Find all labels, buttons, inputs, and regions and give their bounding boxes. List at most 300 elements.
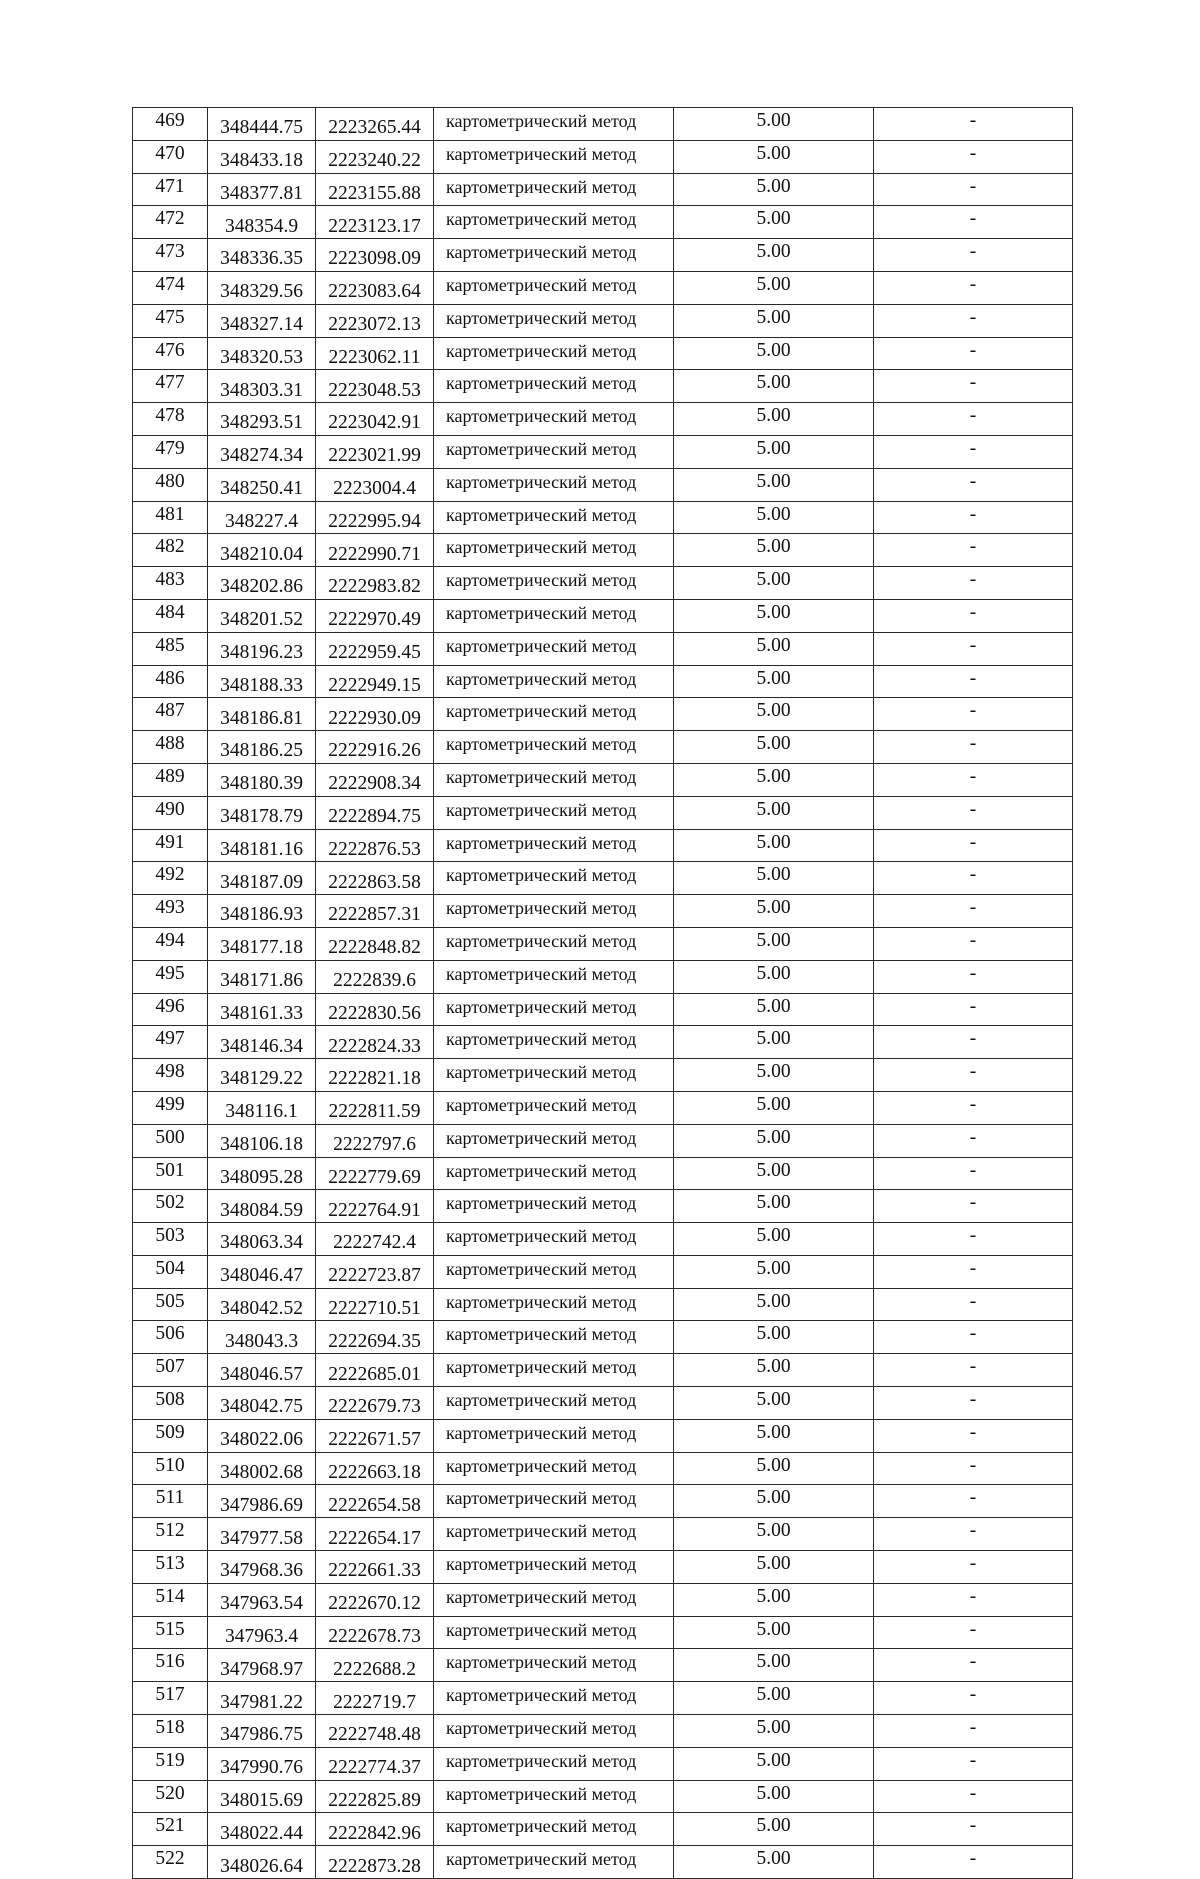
x-coordinate-cell: 347986.75 bbox=[208, 1715, 316, 1748]
accuracy-cell: 5.00 bbox=[674, 304, 874, 337]
point-number-cell: 519 bbox=[133, 1747, 208, 1780]
point-number-cell: 485 bbox=[133, 632, 208, 665]
x-coordinate-cell: 348186.81 bbox=[208, 698, 316, 731]
y-coordinate-cell: 2223062.11 bbox=[316, 337, 434, 370]
point-number-cell: 518 bbox=[133, 1715, 208, 1748]
point-number-cell: 493 bbox=[133, 895, 208, 928]
accuracy-cell: 5.00 bbox=[674, 1190, 874, 1223]
note-cell: - bbox=[874, 993, 1073, 1026]
point-number-cell: 483 bbox=[133, 567, 208, 600]
x-coordinate-cell: 347981.22 bbox=[208, 1682, 316, 1715]
accuracy-cell: 5.00 bbox=[674, 1846, 874, 1879]
point-number-cell: 517 bbox=[133, 1682, 208, 1715]
note-cell: - bbox=[874, 960, 1073, 993]
accuracy-cell: 5.00 bbox=[674, 1354, 874, 1387]
method-cell: картометрический метод bbox=[434, 1354, 674, 1387]
note-cell: - bbox=[874, 763, 1073, 796]
point-number-cell: 509 bbox=[133, 1419, 208, 1452]
table-row bbox=[133, 1551, 1073, 1584]
note-cell: - bbox=[874, 1846, 1073, 1879]
point-number-cell: 504 bbox=[133, 1255, 208, 1288]
method-cell: картометрический метод bbox=[434, 763, 674, 796]
note-cell: - bbox=[874, 829, 1073, 862]
x-coordinate-cell: 348186.93 bbox=[208, 895, 316, 928]
y-coordinate-cell: 2222970.49 bbox=[316, 599, 434, 632]
accuracy-cell: 5.00 bbox=[674, 960, 874, 993]
accuracy-cell: 5.00 bbox=[674, 140, 874, 173]
point-number-cell: 490 bbox=[133, 796, 208, 829]
table-row bbox=[133, 435, 1073, 468]
method-cell: картометрический метод bbox=[434, 567, 674, 600]
point-number-cell: 507 bbox=[133, 1354, 208, 1387]
y-coordinate-cell: 2222688.2 bbox=[316, 1649, 434, 1682]
y-coordinate-cell: 2222857.31 bbox=[316, 895, 434, 928]
table-row bbox=[133, 1780, 1073, 1813]
method-cell: картометрический метод bbox=[434, 1649, 674, 1682]
table-row bbox=[133, 468, 1073, 501]
table-row bbox=[133, 829, 1073, 862]
y-coordinate-cell: 2222876.53 bbox=[316, 829, 434, 862]
method-cell: картометрический метод bbox=[434, 1616, 674, 1649]
x-coordinate-cell: 348161.33 bbox=[208, 993, 316, 1026]
x-coordinate-cell: 348293.51 bbox=[208, 403, 316, 436]
method-cell: картометрический метод bbox=[434, 140, 674, 173]
point-number-cell: 481 bbox=[133, 501, 208, 534]
y-coordinate-cell: 2222839.6 bbox=[316, 960, 434, 993]
table-row bbox=[133, 173, 1073, 206]
table-row bbox=[133, 1813, 1073, 1846]
accuracy-cell: 5.00 bbox=[674, 567, 874, 600]
table-row bbox=[133, 206, 1073, 239]
y-coordinate-cell: 2222873.28 bbox=[316, 1846, 434, 1879]
table-row bbox=[133, 108, 1073, 141]
accuracy-cell: 5.00 bbox=[674, 1387, 874, 1420]
table-row bbox=[133, 599, 1073, 632]
x-coordinate-cell: 348180.39 bbox=[208, 763, 316, 796]
x-coordinate-cell: 348274.34 bbox=[208, 435, 316, 468]
coordinates-table bbox=[132, 107, 1073, 1879]
accuracy-cell: 5.00 bbox=[674, 370, 874, 403]
table-row bbox=[133, 1255, 1073, 1288]
note-cell: - bbox=[874, 1518, 1073, 1551]
table-row bbox=[133, 1747, 1073, 1780]
point-number-cell: 476 bbox=[133, 337, 208, 370]
point-number-cell: 488 bbox=[133, 731, 208, 764]
accuracy-cell: 5.00 bbox=[674, 173, 874, 206]
method-cell: картометрический метод bbox=[434, 1583, 674, 1616]
point-number-cell: 514 bbox=[133, 1583, 208, 1616]
method-cell: картометрический метод bbox=[434, 1091, 674, 1124]
point-number-cell: 475 bbox=[133, 304, 208, 337]
method-cell: картометрический метод bbox=[434, 665, 674, 698]
point-number-cell: 515 bbox=[133, 1616, 208, 1649]
y-coordinate-cell: 2223265.44 bbox=[316, 108, 434, 141]
method-cell: картометрический метод bbox=[434, 468, 674, 501]
accuracy-cell: 5.00 bbox=[674, 435, 874, 468]
y-coordinate-cell: 2222863.58 bbox=[316, 862, 434, 895]
x-coordinate-cell: 348129.22 bbox=[208, 1059, 316, 1092]
accuracy-cell: 5.00 bbox=[674, 796, 874, 829]
x-coordinate-cell: 348186.25 bbox=[208, 731, 316, 764]
table-row bbox=[133, 763, 1073, 796]
note-cell: - bbox=[874, 1780, 1073, 1813]
point-number-cell: 497 bbox=[133, 1026, 208, 1059]
method-cell: картометрический метод bbox=[434, 1157, 674, 1190]
method-cell: картометрический метод bbox=[434, 1682, 674, 1715]
note-cell: - bbox=[874, 304, 1073, 337]
table-row bbox=[133, 1321, 1073, 1354]
table-row bbox=[133, 1124, 1073, 1157]
y-coordinate-cell: 2222990.71 bbox=[316, 534, 434, 567]
x-coordinate-cell: 348106.18 bbox=[208, 1124, 316, 1157]
table-row bbox=[133, 370, 1073, 403]
x-coordinate-cell: 348377.81 bbox=[208, 173, 316, 206]
note-cell: - bbox=[874, 534, 1073, 567]
method-cell: картометрический метод bbox=[434, 796, 674, 829]
accuracy-cell: 5.00 bbox=[674, 501, 874, 534]
method-cell: картометрический метод bbox=[434, 1780, 674, 1813]
point-number-cell: 516 bbox=[133, 1649, 208, 1682]
point-number-cell: 513 bbox=[133, 1551, 208, 1584]
accuracy-cell: 5.00 bbox=[674, 763, 874, 796]
point-number-cell: 500 bbox=[133, 1124, 208, 1157]
y-coordinate-cell: 2223123.17 bbox=[316, 206, 434, 239]
accuracy-cell: 5.00 bbox=[674, 862, 874, 895]
accuracy-cell: 5.00 bbox=[674, 665, 874, 698]
note-cell: - bbox=[874, 1616, 1073, 1649]
y-coordinate-cell: 2222779.69 bbox=[316, 1157, 434, 1190]
x-coordinate-cell: 348354.9 bbox=[208, 206, 316, 239]
y-coordinate-cell: 2222742.4 bbox=[316, 1223, 434, 1256]
note-cell: - bbox=[874, 632, 1073, 665]
note-cell: - bbox=[874, 435, 1073, 468]
y-coordinate-cell: 2222821.18 bbox=[316, 1059, 434, 1092]
x-coordinate-cell: 348043.3 bbox=[208, 1321, 316, 1354]
y-coordinate-cell: 2222995.94 bbox=[316, 501, 434, 534]
method-cell: картометрический метод bbox=[434, 206, 674, 239]
accuracy-cell: 5.00 bbox=[674, 895, 874, 928]
accuracy-cell: 5.00 bbox=[674, 403, 874, 436]
note-cell: - bbox=[874, 1255, 1073, 1288]
x-coordinate-cell: 348046.57 bbox=[208, 1354, 316, 1387]
accuracy-cell: 5.00 bbox=[674, 1157, 874, 1190]
note-cell: - bbox=[874, 895, 1073, 928]
note-cell: - bbox=[874, 1485, 1073, 1518]
table-row bbox=[133, 1452, 1073, 1485]
accuracy-cell: 5.00 bbox=[674, 1452, 874, 1485]
y-coordinate-cell: 2223042.91 bbox=[316, 403, 434, 436]
point-number-cell: 470 bbox=[133, 140, 208, 173]
method-cell: картометрический метод bbox=[434, 173, 674, 206]
method-cell: картометрический метод bbox=[434, 698, 674, 731]
x-coordinate-cell: 348063.34 bbox=[208, 1223, 316, 1256]
note-cell: - bbox=[874, 1354, 1073, 1387]
accuracy-cell: 5.00 bbox=[674, 698, 874, 731]
y-coordinate-cell: 2222774.37 bbox=[316, 1747, 434, 1780]
note-cell: - bbox=[874, 862, 1073, 895]
table-row bbox=[133, 567, 1073, 600]
accuracy-cell: 5.00 bbox=[674, 534, 874, 567]
y-coordinate-cell: 2222719.7 bbox=[316, 1682, 434, 1715]
x-coordinate-cell: 348177.18 bbox=[208, 927, 316, 960]
y-coordinate-cell: 2222723.87 bbox=[316, 1255, 434, 1288]
y-coordinate-cell: 2222663.18 bbox=[316, 1452, 434, 1485]
table-row bbox=[133, 895, 1073, 928]
table-row bbox=[133, 501, 1073, 534]
method-cell: картометрический метод bbox=[434, 731, 674, 764]
table-row bbox=[133, 1288, 1073, 1321]
y-coordinate-cell: 2222654.17 bbox=[316, 1518, 434, 1551]
x-coordinate-cell: 348026.64 bbox=[208, 1846, 316, 1879]
x-coordinate-cell: 348042.75 bbox=[208, 1387, 316, 1420]
accuracy-cell: 5.00 bbox=[674, 1583, 874, 1616]
method-cell: картометрический метод bbox=[434, 1255, 674, 1288]
x-coordinate-cell: 347990.76 bbox=[208, 1747, 316, 1780]
method-cell: картометрический метод bbox=[434, 1813, 674, 1846]
y-coordinate-cell: 2222825.89 bbox=[316, 1780, 434, 1813]
note-cell: - bbox=[874, 1813, 1073, 1846]
table-row bbox=[133, 534, 1073, 567]
point-number-cell: 486 bbox=[133, 665, 208, 698]
note-cell: - bbox=[874, 271, 1073, 304]
note-cell: - bbox=[874, 1682, 1073, 1715]
y-coordinate-cell: 2222949.15 bbox=[316, 665, 434, 698]
x-coordinate-cell: 348336.35 bbox=[208, 239, 316, 272]
point-number-cell: 469 bbox=[133, 108, 208, 141]
accuracy-cell: 5.00 bbox=[674, 1747, 874, 1780]
x-coordinate-cell: 347986.69 bbox=[208, 1485, 316, 1518]
y-coordinate-cell: 2223098.09 bbox=[316, 239, 434, 272]
table-row bbox=[133, 665, 1073, 698]
y-coordinate-cell: 2222824.33 bbox=[316, 1026, 434, 1059]
point-number-cell: 487 bbox=[133, 698, 208, 731]
y-coordinate-cell: 2223004.4 bbox=[316, 468, 434, 501]
y-coordinate-cell: 2222685.01 bbox=[316, 1354, 434, 1387]
point-number-cell: 492 bbox=[133, 862, 208, 895]
note-cell: - bbox=[874, 140, 1073, 173]
method-cell: картометрический метод bbox=[434, 1551, 674, 1584]
note-cell: - bbox=[874, 796, 1073, 829]
table-row bbox=[133, 239, 1073, 272]
accuracy-cell: 5.00 bbox=[674, 1419, 874, 1452]
note-cell: - bbox=[874, 468, 1073, 501]
y-coordinate-cell: 2222678.73 bbox=[316, 1616, 434, 1649]
x-coordinate-cell: 348084.59 bbox=[208, 1190, 316, 1223]
note-cell: - bbox=[874, 1026, 1073, 1059]
table-row bbox=[133, 140, 1073, 173]
method-cell: картометрический метод bbox=[434, 501, 674, 534]
method-cell: картометрический метод bbox=[434, 337, 674, 370]
y-coordinate-cell: 2222908.34 bbox=[316, 763, 434, 796]
y-coordinate-cell: 2222670.12 bbox=[316, 1583, 434, 1616]
accuracy-cell: 5.00 bbox=[674, 1288, 874, 1321]
note-cell: - bbox=[874, 1747, 1073, 1780]
method-cell: картометрический метод bbox=[434, 1190, 674, 1223]
point-number-cell: 484 bbox=[133, 599, 208, 632]
x-coordinate-cell: 348327.14 bbox=[208, 304, 316, 337]
x-coordinate-cell: 347963.4 bbox=[208, 1616, 316, 1649]
x-coordinate-cell: 348171.86 bbox=[208, 960, 316, 993]
x-coordinate-cell: 348227.4 bbox=[208, 501, 316, 534]
table-row bbox=[133, 1715, 1073, 1748]
note-cell: - bbox=[874, 1059, 1073, 1092]
x-coordinate-cell: 348433.18 bbox=[208, 140, 316, 173]
accuracy-cell: 5.00 bbox=[674, 468, 874, 501]
method-cell: картометрический метод bbox=[434, 1124, 674, 1157]
note-cell: - bbox=[874, 1091, 1073, 1124]
method-cell: картометрический метод bbox=[434, 1518, 674, 1551]
method-cell: картометрический метод bbox=[434, 1288, 674, 1321]
accuracy-cell: 5.00 bbox=[674, 108, 874, 141]
y-coordinate-cell: 2222959.45 bbox=[316, 632, 434, 665]
method-cell: картометрический метод bbox=[434, 1747, 674, 1780]
note-cell: - bbox=[874, 1715, 1073, 1748]
table-row bbox=[133, 1387, 1073, 1420]
accuracy-cell: 5.00 bbox=[674, 1026, 874, 1059]
table-row bbox=[133, 1616, 1073, 1649]
x-coordinate-cell: 348022.06 bbox=[208, 1419, 316, 1452]
point-number-cell: 511 bbox=[133, 1485, 208, 1518]
table-row bbox=[133, 1846, 1073, 1879]
point-number-cell: 482 bbox=[133, 534, 208, 567]
method-cell: картометрический метод bbox=[434, 304, 674, 337]
table-row bbox=[133, 927, 1073, 960]
point-number-cell: 480 bbox=[133, 468, 208, 501]
point-number-cell: 478 bbox=[133, 403, 208, 436]
y-coordinate-cell: 2223155.88 bbox=[316, 173, 434, 206]
point-number-cell: 501 bbox=[133, 1157, 208, 1190]
point-number-cell: 495 bbox=[133, 960, 208, 993]
y-coordinate-cell: 2222848.82 bbox=[316, 927, 434, 960]
x-coordinate-cell: 348320.53 bbox=[208, 337, 316, 370]
point-number-cell: 499 bbox=[133, 1091, 208, 1124]
method-cell: картометрический метод bbox=[434, 632, 674, 665]
point-number-cell: 508 bbox=[133, 1387, 208, 1420]
accuracy-cell: 5.00 bbox=[674, 1813, 874, 1846]
table-row bbox=[133, 1223, 1073, 1256]
accuracy-cell: 5.00 bbox=[674, 731, 874, 764]
table-row bbox=[133, 1026, 1073, 1059]
y-coordinate-cell: 2223021.99 bbox=[316, 435, 434, 468]
table-row bbox=[133, 1649, 1073, 1682]
note-cell: - bbox=[874, 927, 1073, 960]
y-coordinate-cell: 2222654.58 bbox=[316, 1485, 434, 1518]
y-coordinate-cell: 2222894.75 bbox=[316, 796, 434, 829]
x-coordinate-cell: 348210.04 bbox=[208, 534, 316, 567]
point-number-cell: 521 bbox=[133, 1813, 208, 1846]
accuracy-cell: 5.00 bbox=[674, 927, 874, 960]
accuracy-cell: 5.00 bbox=[674, 993, 874, 1026]
point-number-cell: 472 bbox=[133, 206, 208, 239]
accuracy-cell: 5.00 bbox=[674, 1682, 874, 1715]
method-cell: картометрический метод bbox=[434, 993, 674, 1026]
y-coordinate-cell: 2223072.13 bbox=[316, 304, 434, 337]
table-row bbox=[133, 1190, 1073, 1223]
x-coordinate-cell: 348201.52 bbox=[208, 599, 316, 632]
table-row bbox=[133, 1091, 1073, 1124]
table-row bbox=[133, 337, 1073, 370]
accuracy-cell: 5.00 bbox=[674, 632, 874, 665]
method-cell: картометрический метод bbox=[434, 1223, 674, 1256]
point-number-cell: 477 bbox=[133, 370, 208, 403]
x-coordinate-cell: 348444.75 bbox=[208, 108, 316, 141]
y-coordinate-cell: 2222916.26 bbox=[316, 731, 434, 764]
point-number-cell: 474 bbox=[133, 271, 208, 304]
note-cell: - bbox=[874, 665, 1073, 698]
note-cell: - bbox=[874, 1649, 1073, 1682]
point-number-cell: 506 bbox=[133, 1321, 208, 1354]
table-row bbox=[133, 993, 1073, 1026]
x-coordinate-cell: 348202.86 bbox=[208, 567, 316, 600]
method-cell: картометрический метод bbox=[434, 1387, 674, 1420]
method-cell: картометрический метод bbox=[434, 271, 674, 304]
accuracy-cell: 5.00 bbox=[674, 1518, 874, 1551]
accuracy-cell: 5.00 bbox=[674, 206, 874, 239]
method-cell: картометрический метод bbox=[434, 1715, 674, 1748]
method-cell: картометрический метод bbox=[434, 1059, 674, 1092]
method-cell: картометрический метод bbox=[434, 895, 674, 928]
table-row bbox=[133, 632, 1073, 665]
note-cell: - bbox=[874, 698, 1073, 731]
point-number-cell: 502 bbox=[133, 1190, 208, 1223]
table-row bbox=[133, 1682, 1073, 1715]
table-row bbox=[133, 1518, 1073, 1551]
coordinates-table-body bbox=[133, 108, 1073, 1879]
note-cell: - bbox=[874, 108, 1073, 141]
x-coordinate-cell: 347977.58 bbox=[208, 1518, 316, 1551]
table-row bbox=[133, 271, 1073, 304]
y-coordinate-cell: 2222679.73 bbox=[316, 1387, 434, 1420]
table-row bbox=[133, 403, 1073, 436]
method-cell: картометрический метод bbox=[434, 1485, 674, 1518]
method-cell: картометрический метод bbox=[434, 927, 674, 960]
y-coordinate-cell: 2222671.57 bbox=[316, 1419, 434, 1452]
y-coordinate-cell: 2222811.59 bbox=[316, 1091, 434, 1124]
table-row bbox=[133, 960, 1073, 993]
x-coordinate-cell: 348329.56 bbox=[208, 271, 316, 304]
method-cell: картометрический метод bbox=[434, 960, 674, 993]
table-row bbox=[133, 1583, 1073, 1616]
y-coordinate-cell: 2222797.6 bbox=[316, 1124, 434, 1157]
note-cell: - bbox=[874, 1223, 1073, 1256]
accuracy-cell: 5.00 bbox=[674, 1616, 874, 1649]
accuracy-cell: 5.00 bbox=[674, 1321, 874, 1354]
method-cell: картометрический метод bbox=[434, 599, 674, 632]
x-coordinate-cell: 348196.23 bbox=[208, 632, 316, 665]
y-coordinate-cell: 2222710.51 bbox=[316, 1288, 434, 1321]
accuracy-cell: 5.00 bbox=[674, 1715, 874, 1748]
method-cell: картометрический метод bbox=[434, 435, 674, 468]
note-cell: - bbox=[874, 1124, 1073, 1157]
accuracy-cell: 5.00 bbox=[674, 1649, 874, 1682]
point-number-cell: 520 bbox=[133, 1780, 208, 1813]
point-number-cell: 496 bbox=[133, 993, 208, 1026]
accuracy-cell: 5.00 bbox=[674, 1091, 874, 1124]
point-number-cell: 489 bbox=[133, 763, 208, 796]
x-coordinate-cell: 348181.16 bbox=[208, 829, 316, 862]
method-cell: картометрический метод bbox=[434, 1452, 674, 1485]
accuracy-cell: 5.00 bbox=[674, 337, 874, 370]
y-coordinate-cell: 2223240.22 bbox=[316, 140, 434, 173]
method-cell: картометрический метод bbox=[434, 534, 674, 567]
point-number-cell: 503 bbox=[133, 1223, 208, 1256]
x-coordinate-cell: 348042.52 bbox=[208, 1288, 316, 1321]
x-coordinate-cell: 348187.09 bbox=[208, 862, 316, 895]
x-coordinate-cell: 348250.41 bbox=[208, 468, 316, 501]
point-number-cell: 512 bbox=[133, 1518, 208, 1551]
accuracy-cell: 5.00 bbox=[674, 1780, 874, 1813]
point-number-cell: 498 bbox=[133, 1059, 208, 1092]
